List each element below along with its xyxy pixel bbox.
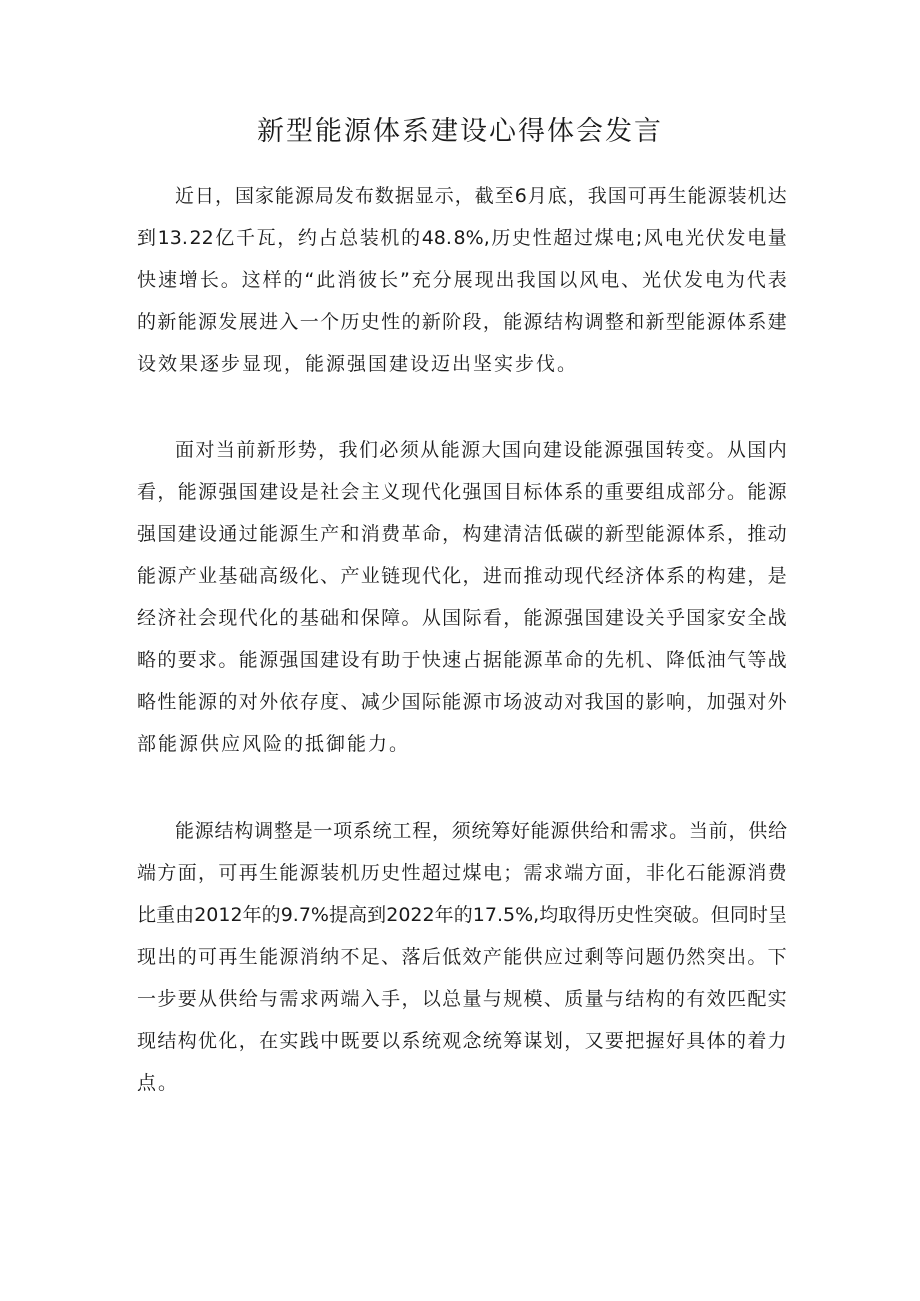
paragraph-line: 略 性 能 源 的 对 外 依 存 度 、 减 少 国 际 能 源 市 场 波 动 对 我 国 的 影 响 ， 加 强 对 外	[137, 691, 787, 713]
paragraph-line: 现 出 的 可 再 生 能 源 消 纳 不 足 、 落 后 低 效 产 能 供 应 过 剩 等 问 题 仍 然 突 出 。 下	[137, 946, 787, 968]
paragraph-3	[137, 810, 787, 1104]
paragraph-line: 到 13. 22 亿 千 瓦 ， 约 占 总 装 机 的 48. 8%, 历 史 性 超 过 煤 电 ; 风 电 光 伏 发 电 量	[137, 227, 787, 249]
document-title: 新型能源体系建设心得体会发言	[257, 116, 663, 147]
paragraph-line: 的 新 能 源 发 展 进 入 一 个 历 史 性 的 新 阶 段 ， 能 源 结 构 调 整 和 新 型 能 源 体 系 建	[137, 311, 787, 333]
paragraph-line: 经 济 社 会 现 代 化 的 基 础 和 保 障 。 从 国 际 看 ， 能 源 强 国 建 设 关 乎 国 家 安 全 战	[137, 607, 787, 629]
paragraph-2	[137, 429, 787, 765]
paragraph-line: 能 源 产 业 基 础 高 级 化 、 产 业 链 现 代 化 ， 进 而 推 动 现 代 经 济 体 系 的 构 建 ， 是	[137, 565, 787, 587]
paragraph-1	[137, 175, 787, 385]
paragraph-line: 强 国 建 设 通 过 能 源 生 产 和 消 费 革 命 ， 构 建 清 洁 低 碳 的 新 型 能 源 体 系 ， 推 动	[137, 523, 787, 545]
paragraph-line: 略 的 要 求 。 能 源 强 国 建 设 有 助 于 快 速 占 据 能 源 革 命 的 先 机 、 降 低 油 气 等 战	[137, 649, 787, 671]
paragraph-line: 现 结 构 优 化 ， 在 实 践 中 既 要 以 系 统 观 念 统 筹 谋 划 ， 又 要 把 握 好 具 体 的 着 力	[137, 1030, 787, 1052]
paragraph-line: 面 对 当 前 新 形 势 ， 我 们 必 须 从 能 源 大 国 向 建 设 能 源 强 国 转 变 。 从 国 内	[175, 439, 787, 461]
paragraph-line: 端 方 面 ， 可 再 生 能 源 装 机 历 史 性 超 过 煤 电 ； 需 求 端 方 面 ， 非 化 石 能 源 消 费	[137, 862, 787, 884]
paragraph-line: 设效果逐步显现，能源强国建设迈出坚实步伐。	[137, 353, 579, 375]
paragraph-line: 部能源供应风险的抵御能力。	[137, 733, 411, 755]
paragraph-line: 一 步 要 从 供 给 与 需 求 两 端 入 手 ， 以 总 量 与 规 模 、 质 量 与 结 构 的 有 效 匹 配 实	[137, 988, 787, 1010]
paragraph-line: 快 速 增 长 。 这 样 的 “ 此 消 彼 长 ” 充 分 展 现 出 我 国 以 风 电 、 光 伏 发 电 为 代 表	[137, 269, 787, 291]
paragraph-line: 点。	[137, 1072, 180, 1094]
paragraph-line: 近 日 ， 国 家 能 源 局 发 布 数 据 显 示 ， 截 至 6 月 底 ， 我 国 可 再 生 能 源 装 机 达	[175, 185, 787, 207]
paragraph-line: 比 重 由 2012 年 的 9.7% 提 高 到 2022 年 的 17.5%, 均 取 得 历 史 性 突 破 。 但 同 时 呈	[137, 904, 787, 926]
paragraph-line: 能 源 结 构 调 整 是 一 项 系 统 工 程 ， 须 统 筹 好 能 源 供 给 和 需 求 。 当 前 ， 供 给	[175, 820, 787, 842]
paragraph-line: 看 ， 能 源 强 国 建 设 是 社 会 主 义 现 代 化 强 国 目 标 体 系 的 重 要 组 成 部 分 。 能 源	[137, 481, 787, 503]
